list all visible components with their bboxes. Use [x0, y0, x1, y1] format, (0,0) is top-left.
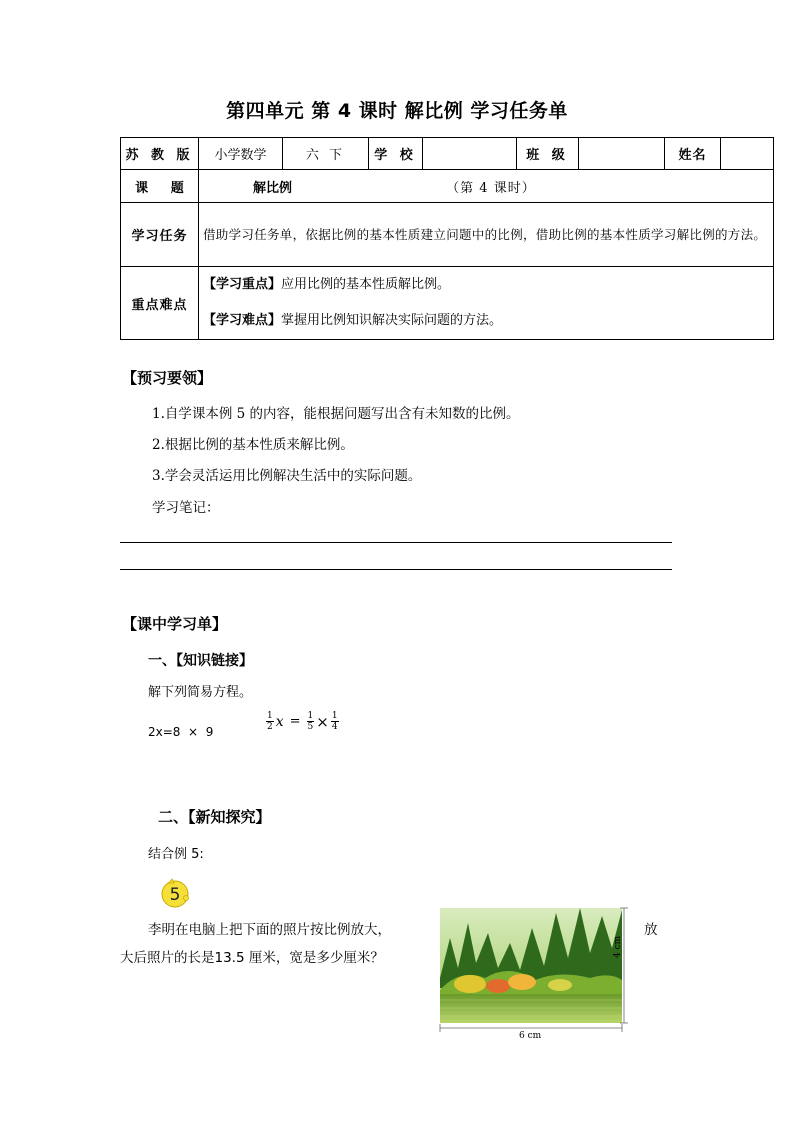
photo-dimension-marks: [436, 902, 636, 1042]
example-5-badge-icon: [160, 878, 190, 908]
publisher-cell: 苏 教 版: [121, 138, 199, 170]
example-prompt: 结合例 5:: [148, 847, 204, 862]
problem-line-1: 李明在电脑上把下面的照片按比例放大，: [148, 922, 391, 938]
topic-cell: [199, 170, 774, 203]
equation-1: 2x=8 × 9: [148, 725, 214, 739]
key-cell: [199, 267, 774, 340]
school-label: 学 校: [369, 138, 423, 170]
notes-label: 学习笔记：: [152, 500, 220, 516]
key-point-label: 【学习重点】: [203, 277, 282, 292]
knowledge-link-heading: 一、【知识链接】: [148, 653, 253, 669]
topic-label: 课 题: [121, 170, 199, 203]
photo-height-label: 4 cm: [613, 935, 623, 958]
subject-cell: 小学数学: [199, 138, 283, 170]
preview-heading: 【预习要领】: [122, 369, 213, 387]
preview-item: 3.学会灵活运用比例解决生活中的实际问题。: [152, 468, 422, 484]
key-point-text: 应用比例的基本性质解比例。: [281, 277, 451, 292]
info-table: [120, 137, 774, 340]
new-knowledge-heading: 二、【新知探究】: [158, 808, 271, 826]
problem-line-2: 大后照片的长是13.5 厘米，宽是多少厘米？: [120, 950, 384, 966]
difficulty-text: 掌握用比例知识解决实际问题的方法。: [281, 313, 503, 328]
equation-prompt: 解下列简易方程。: [148, 685, 253, 700]
page-title: 第四单元 第 4 课时 解比例 学习任务单: [226, 100, 568, 122]
photo-width-label: 6 cm: [519, 1031, 542, 1041]
equation-2: [266, 711, 339, 732]
notes-line[interactable]: [120, 542, 672, 543]
example-number: 5: [169, 885, 181, 905]
fraction-fifth: $\frac{1}{5}$: [307, 711, 314, 732]
key-label: 重点难点: [121, 267, 199, 340]
problem-line-1-tail: 放: [644, 922, 658, 938]
difficulty-label: 【学习难点】: [203, 313, 282, 328]
preview-item: 2.根据比例的基本性质来解比例。: [152, 437, 354, 453]
name-field[interactable]: [721, 138, 774, 170]
school-field[interactable]: [423, 138, 517, 170]
times-sign: ×: [316, 712, 329, 731]
variable-x: x: [275, 713, 284, 730]
topic-text: 解比例: [253, 180, 293, 196]
period-text: （第 4 课时）: [446, 180, 536, 196]
grade-cell: 六 下: [283, 138, 369, 170]
fraction-quarter: $\frac{1}{4}$: [331, 711, 338, 732]
task-text: 借助学习任务单，依据比例的基本性质建立问题中的比例，借助比例的基本性质学习解比例的方法。: [199, 203, 774, 267]
task-label: 学习任务: [121, 203, 199, 267]
class-label: 班 级: [517, 138, 579, 170]
class-field[interactable]: [579, 138, 665, 170]
name-label: 姓名: [665, 138, 721, 170]
class-sheet-heading: 【课中学习单】: [122, 615, 228, 633]
fraction-half: 1 2: [267, 711, 273, 732]
equals-sign: =: [289, 714, 301, 729]
notes-line[interactable]: [120, 569, 672, 570]
preview-item: 1.自学课本例 5 的内容，能根据问题写出含有未知数的比例。: [152, 406, 520, 422]
